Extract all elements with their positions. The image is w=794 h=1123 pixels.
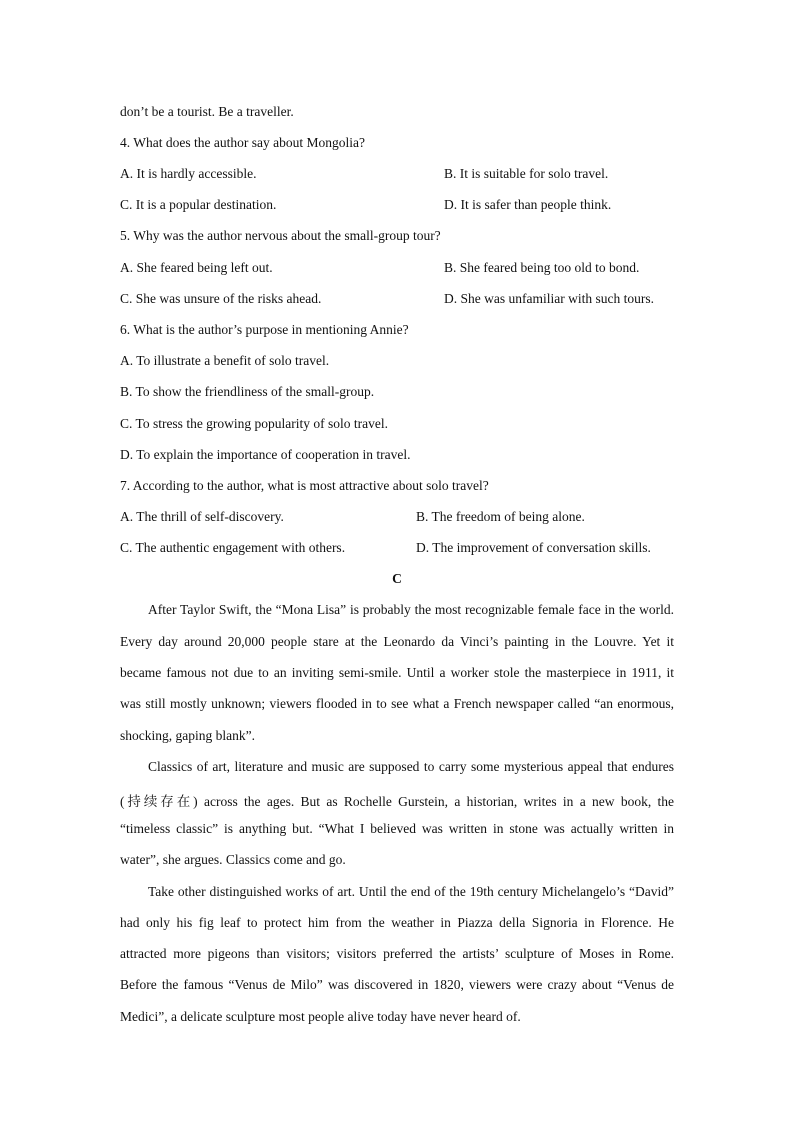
question-6-option-a: A. To illustrate a benefit of solo travel. xyxy=(120,353,330,368)
question-4-option-c: C. It is a popular destination. xyxy=(120,197,277,212)
paragraph-3-line-1: Take other distinguished works of art. Until the end of the 19th century Michelangelo’s “David” xyxy=(148,884,674,899)
paragraph-3-line-3: attracted more pigeons than visitors; visitors preferred the artists’ sculpture of Moses in Rome. xyxy=(120,946,674,961)
paragraph-2-line-2: (持续存在) across the ages. But as Rochelle Gurstein, a historian, writes in a new book, the xyxy=(120,794,674,809)
question-7-stem: 7. According to the author, what is most attractive about solo travel? xyxy=(120,478,489,493)
paragraph-3-line-2: had only his fig leaf to protect him from the weather in Piazza della Signoria in Florence. He xyxy=(120,915,674,930)
question-7-option-b: B. The freedom of being alone. xyxy=(416,509,585,524)
paragraph-2-line-3: “timeless classic” is anything but. “What I believed was written in stone was actually written in xyxy=(120,821,674,836)
question-7-option-c: C. The authentic engagement with others. xyxy=(120,540,346,555)
question-6-stem: 6. What is the author’s purpose in mentioning Annie? xyxy=(120,322,409,337)
section-heading: C xyxy=(392,571,402,586)
question-5-option-a: A. She feared being left out. xyxy=(120,260,273,275)
paragraph-1-line-2: Every day around 20,000 people stare at the Leonardo da Vinci’s painting in the Louvre. Yet it xyxy=(120,634,674,649)
question-6-option-d: D. To explain the importance of cooperation in travel. xyxy=(120,447,411,462)
question-5-option-c: C. She was unsure of the risks ahead. xyxy=(120,291,322,306)
paragraph-2-line-1: Classics of art, literature and music are supposed to carry some mysterious appeal that endures xyxy=(148,759,674,774)
paragraph-1-line-3: became famous not due to an inviting semi-smile. Until a worker stole the masterpiece in 1911, it xyxy=(120,665,674,680)
question-4-option-a: A. It is hardly accessible. xyxy=(120,166,257,181)
paragraph-3-line-4: Before the famous “Venus de Milo” was discovered in 1820, viewers were crazy about “Venus de xyxy=(120,977,674,992)
question-6-option-c: C. To stress the growing popularity of solo travel. xyxy=(120,416,389,431)
paragraph-2-line-4: water”, she argues. Classics come and go. xyxy=(120,852,346,867)
paragraph-1-line-5: shocking, gaping blank”. xyxy=(120,728,255,743)
question-7-option-a: A. The thrill of self-discovery. xyxy=(120,509,284,524)
question-6-option-b: B. To show the friendliness of the small-group. xyxy=(120,384,375,399)
question-4-stem: 4. What does the author say about Mongolia? xyxy=(120,135,365,150)
intro-line: don’t be a tourist. Be a traveller. xyxy=(120,104,294,119)
question-5-option-d: D. She was unfamiliar with such tours. xyxy=(444,291,654,306)
question-7-option-d: D. The improvement of conversation skills. xyxy=(416,540,651,555)
question-4-option-b: B. It is suitable for solo travel. xyxy=(444,166,609,181)
question-5-option-b: B. She feared being too old to bond. xyxy=(444,260,640,275)
question-4-option-d: D. It is safer than people think. xyxy=(444,197,612,212)
question-5-stem: 5. Why was the author nervous about the small-group tour? xyxy=(120,228,441,243)
paragraph-1-line-1: After Taylor Swift, the “Mona Lisa” is probably the most recognizable female face in the world. xyxy=(148,602,674,617)
paragraph-3-line-5: Medici”, a delicate sculpture most people alive today have never heard of. xyxy=(120,1009,521,1024)
paragraph-1-line-4: was still mostly unknown; viewers flooded in to see what a French newspaper called “an enormous, xyxy=(120,696,674,711)
